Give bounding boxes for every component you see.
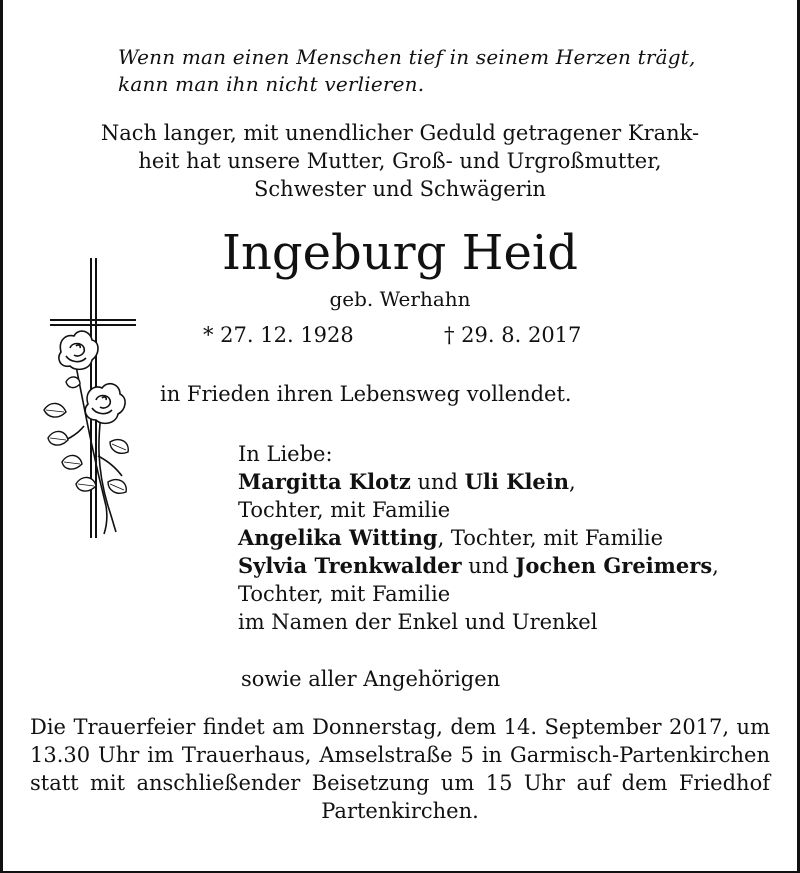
mourner-role: Tochter, mit Familie bbox=[238, 582, 451, 606]
intro-line-2: heit hat unsere Mutter, Groß- und Urgroßmutter, bbox=[138, 149, 662, 173]
relatives-line: sowie aller Angehörigen bbox=[241, 667, 501, 691]
mourner-name: Uli Klein bbox=[464, 469, 570, 494]
connector-text: und bbox=[410, 470, 465, 494]
mourner-name: Margitta Klotz bbox=[238, 469, 411, 494]
deceased-name: Ingeburg Heid bbox=[222, 225, 578, 281]
intro-line-3: Schwester und Schwägerin bbox=[254, 177, 546, 201]
mourner-line bbox=[238, 552, 719, 580]
mourner-name: Angelika Witting bbox=[238, 525, 438, 550]
grandchildren-line: im Namen der Enkel und Urenkel bbox=[238, 610, 598, 634]
funeral-details: Die Trauerfeier findet am Donnerstag, dem 14. September 2017, um 13.30 Uhr im Trauerhaus, Amselstraße 5 in Garmisch-Partenkirchen statt mit anschließender Beisetzung um 15 Uhr auf dem Friedhof Partenkirchen. bbox=[30, 715, 770, 823]
punctuation: , bbox=[712, 554, 719, 578]
birth-date: * 27. 12. 1928 bbox=[203, 323, 354, 347]
mourner-name: Sylvia Trenkwalder bbox=[238, 553, 462, 578]
quote-line-1: Wenn man einen Menschen tief in seinem Herzen trägt, bbox=[118, 45, 696, 69]
mourner-role: Tochter, mit Familie bbox=[238, 498, 451, 522]
connector-text: und bbox=[461, 554, 516, 578]
mourner-role: , Tochter, mit Familie bbox=[437, 526, 664, 550]
mourner-line bbox=[238, 468, 719, 496]
intro-line-1: Nach langer, mit unendlicher Geduld getragener Krank- bbox=[100, 121, 700, 145]
intro-text bbox=[0, 119, 800, 203]
mourner-name: Jochen Greimers bbox=[515, 553, 713, 578]
cross-with-roses-icon bbox=[36, 256, 146, 546]
mourners-heading: In Liebe: bbox=[238, 442, 333, 466]
memorial-quote bbox=[118, 44, 778, 98]
maiden-name: geb. Werhahn bbox=[329, 287, 471, 311]
quote-line-2: kann man ihn nicht verlieren. bbox=[118, 72, 425, 96]
punctuation: , bbox=[569, 470, 576, 494]
mourner-line bbox=[238, 524, 719, 552]
mourners-list bbox=[238, 440, 719, 636]
passing-text: in Frieden ihren Lebensweg vollendet. bbox=[160, 382, 572, 406]
death-date: † 29. 8. 2017 bbox=[444, 323, 582, 347]
